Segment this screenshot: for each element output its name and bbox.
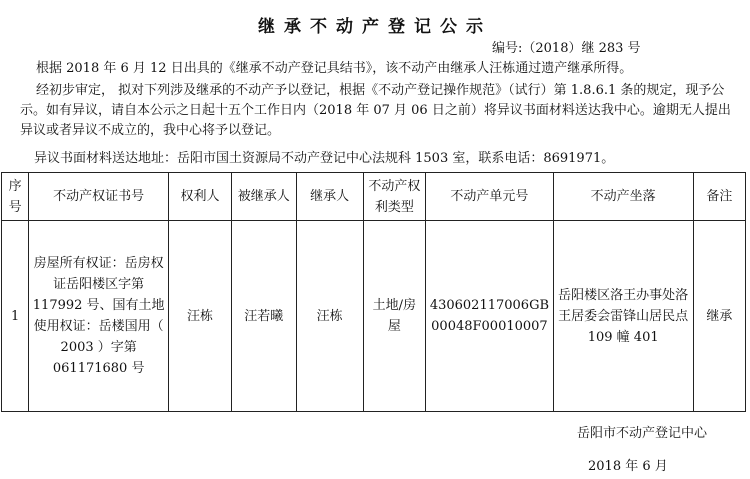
- cell-right-type: 土地/房屋: [363, 221, 426, 412]
- cell-heir: 汪栋: [296, 221, 363, 412]
- header-seq: 序号: [2, 173, 29, 221]
- header-deceased: 被继承人: [231, 173, 296, 221]
- cell-location: 岳阳楼区洛王办事处洛王居委会雷锋山居民点 109 幢 401: [553, 221, 693, 412]
- footer-org: 岳阳市不动产登记中心: [577, 426, 708, 441]
- table-header-row: [2, 173, 746, 221]
- paragraph-review: 经初步审定， 拟对下列涉及继承的不动产予以登记，根据《不动产登记操作规范》（试行）第 1.8.6.1 条的规定，现予公示。如有异议，请自本公示之日起十五个工作日内（2018 年 07 月 06 日之前）将异议书面材料送达我中心。逾期无人提出异议或者异议不成立的，我中心将予以登记。: [20, 83, 731, 138]
- header-unit-no: 不动产单元号: [426, 173, 553, 221]
- cell-deceased: 汪若曦: [231, 221, 296, 412]
- table-row: [2, 221, 746, 412]
- notice-serial: 编号:（2018）继 283 号: [492, 41, 641, 56]
- cell-remark: 继承: [693, 221, 745, 412]
- header-right-type: 不动产权利类型: [363, 173, 426, 221]
- cell-cert: 房屋所有权证：岳房权证岳阳楼区字第 117992 号、国有土地使用权证：岳楼国用（ 2003 ）字第 061171680 号: [29, 221, 169, 412]
- header-remark: 备注: [693, 173, 745, 221]
- notice-title: 继承不动产登记公示: [258, 17, 492, 37]
- paragraph-objection-address: 异议书面材料送达地址：岳阳市国土资源局不动产登记中心法规科 1503 室，联系电话：8691971。: [34, 151, 615, 166]
- cell-unit-no: 430602117006GB00048F00010007: [426, 221, 553, 412]
- footer-date: 2018 年 6 月: [588, 459, 668, 474]
- header-location: 不动产坐落: [553, 173, 693, 221]
- registration-table: [1, 172, 746, 412]
- cell-owner: 汪栋: [169, 221, 232, 412]
- header-heir: 继承人: [296, 173, 363, 221]
- paragraph-basis: 根据 2018 年 6 月 12 日出具的《继承不动产登记具结书》，该不动产由继承人汪栋通过遗产继承所得。: [36, 61, 633, 76]
- cell-seq: 1: [2, 221, 29, 412]
- header-cert: 不动产权证书号: [29, 173, 169, 221]
- header-owner: 权利人: [169, 173, 232, 221]
